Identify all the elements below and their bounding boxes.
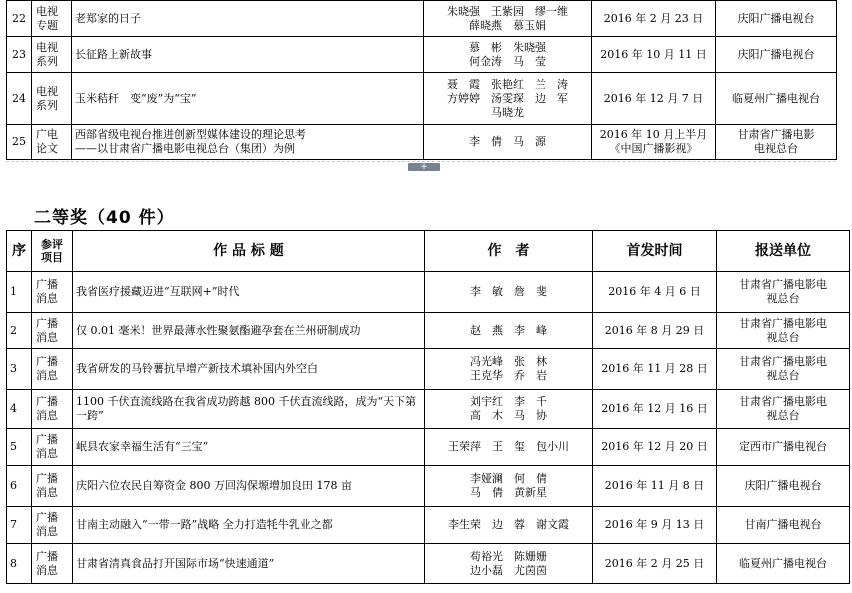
row-number: 6: [7, 466, 32, 507]
row-category: 广电 论文: [32, 125, 72, 160]
row-date: 2016 年 2 月 23 日: [592, 1, 716, 37]
award-table-second-prize: [6, 230, 850, 584]
table-row: [7, 1, 837, 37]
table-row: [7, 507, 850, 544]
row-unit: 甘肃省广播电影 电视总台: [716, 125, 837, 160]
row-date: 2016 年 9 月 13 日: [593, 507, 717, 544]
row-authors: 苟裕光 陈姗姗 边小磊 尤茵茵: [425, 544, 593, 584]
table-row: [7, 544, 850, 584]
table-row: [7, 73, 837, 125]
row-title: 甘南主动融入“一带一路”战略 全力打造牦牛乳业之都: [73, 507, 425, 544]
row-authors: 李 倩 马 源: [424, 125, 592, 160]
row-title: 西部省级电视台推进创新型媒体建设的理论思考 ——以甘肃省广播电影电视总台（集团）为例: [72, 125, 424, 160]
table-row: [7, 125, 837, 160]
table-row: [7, 313, 850, 349]
row-unit: 庆阳广播电视台: [716, 37, 837, 73]
row-authors: 冯光峰 张 林 王克华 乔 岩: [425, 349, 593, 390]
table-row: [7, 390, 850, 429]
row-date: 2016 年 12 月 7 日: [592, 73, 716, 125]
table-row: [7, 37, 837, 73]
header-authors: 作 者: [425, 231, 593, 272]
row-number: 7: [7, 507, 32, 544]
table-row: [7, 349, 850, 390]
header-no: 序: [7, 231, 32, 272]
row-authors: 聂 霞 张艳红 兰 涛 方婷婷 汤雯琛 边 军 马晓龙: [424, 73, 592, 125]
row-date: 2016 年 11 月 8 日: [593, 466, 717, 507]
row-date: 2016 年 10 月 11 日: [592, 37, 716, 73]
row-title: 老郑家的日子: [72, 1, 424, 37]
award-table-first-prize-tail: [6, 0, 837, 160]
row-authors: 李生荣 边 蓉 谢文霞: [425, 507, 593, 544]
table-header-row: [7, 231, 850, 272]
row-unit: 庆阳广播电视台: [717, 466, 850, 507]
row-category: 电视 系列: [32, 73, 72, 125]
row-category: 广播 消息: [32, 544, 73, 584]
header-category: 参评 项目: [32, 231, 73, 272]
row-number: 2: [7, 313, 32, 349]
row-authors: 刘宇红 李 千 高 木 马 协: [425, 390, 593, 429]
row-unit: 甘肃省广播电影电 视总台: [717, 272, 850, 313]
row-category: 广播 消息: [32, 272, 73, 313]
row-date: 2016 年 2 月 25 日: [593, 544, 717, 584]
row-authors: 王荣萍 王 玺 包小川: [425, 429, 593, 466]
row-title: 甘肃省清真食品打开国际市场“快速通道”: [73, 544, 425, 584]
row-unit: 定西市广播电视台: [717, 429, 850, 466]
row-title: 仅 0.01 毫米！世界最薄水性聚氨酯避孕套在兰州研制成功: [73, 313, 425, 349]
row-number: 5: [7, 429, 32, 466]
row-title: 岷县农家幸福生活有“三宝”: [73, 429, 425, 466]
row-title: 我省研发的马铃薯抗旱增产新技术填补国内外空白: [73, 349, 425, 390]
row-date: 2016 年 11 月 28 日: [593, 349, 717, 390]
table-row: [7, 429, 850, 466]
row-number: 1: [7, 272, 32, 313]
row-date: 2016 年 12 月 20 日: [593, 429, 717, 466]
row-title: 庆阳六位农民自筹资金 800 万回沟保塬增加良田 178 亩: [73, 466, 425, 507]
row-authors: 赵 燕 李 峰: [425, 313, 593, 349]
row-number: 24: [7, 73, 32, 125]
row-number: 4: [7, 390, 32, 429]
row-category: 广播 消息: [32, 349, 73, 390]
row-unit: 临夏州广播电视台: [717, 544, 850, 584]
row-category: 广播 消息: [32, 507, 73, 544]
header-date: 首发时间: [593, 231, 717, 272]
row-number: 25: [7, 125, 32, 160]
header-unit: 报送单位: [717, 231, 850, 272]
row-unit: 甘肃省广播电影电 视总台: [717, 390, 850, 429]
row-authors: 李 敏 詹 斐: [425, 272, 593, 313]
row-unit: 庆阳广播电视台: [716, 1, 837, 37]
row-date: 2016 年 12 月 16 日: [593, 390, 717, 429]
row-number: 22: [7, 1, 32, 37]
row-title: 玉米秸秆 变“废”为“宝”: [72, 73, 424, 125]
row-date: 2016 年 4 月 6 日: [593, 272, 717, 313]
second-prize-heading: 二等奖（40 件）: [34, 208, 175, 228]
row-number: 3: [7, 349, 32, 390]
expand-divider-button[interactable]: +: [408, 163, 440, 171]
row-category: 广播 消息: [32, 429, 73, 466]
row-date: 2016 年 10 月上半月 《中国广播影视》: [592, 125, 716, 160]
row-authors: 李娅澜 何 倩 马 倩 黄新星: [425, 466, 593, 507]
row-authors: 慕 彬 朱晓强 何金涛 马 莹: [424, 37, 592, 73]
row-category: 广播 消息: [32, 390, 73, 429]
row-unit: 甘肃省广播电影电 视总台: [717, 349, 850, 390]
row-unit: 甘肃省广播电影电 视总台: [717, 313, 850, 349]
row-title: 我省医疗援藏迈进“互联网+”时代: [73, 272, 425, 313]
row-number: 8: [7, 544, 32, 584]
row-category: 电视 专题: [32, 1, 72, 37]
row-title: 长征路上新故事: [72, 37, 424, 73]
row-category: 广播 消息: [32, 466, 73, 507]
table-row: [7, 466, 850, 507]
row-unit: 临夏州广播电视台: [716, 73, 837, 125]
header-title: 作 品 标 题: [73, 231, 425, 272]
row-category: 电视 系列: [32, 37, 72, 73]
row-unit: 甘南广播电视台: [717, 507, 850, 544]
row-title: 1100 千伏直流线路在我省成功跨越 800 千伏直流线路，成为“天下第一跨”: [73, 390, 425, 429]
row-authors: 朱晓强 王紫园 缪一维 薛晓燕 慕玉娟: [424, 1, 592, 37]
table-row: [7, 272, 850, 313]
row-category: 广播 消息: [32, 313, 73, 349]
row-date: 2016 年 8 月 29 日: [593, 313, 717, 349]
row-number: 23: [7, 37, 32, 73]
